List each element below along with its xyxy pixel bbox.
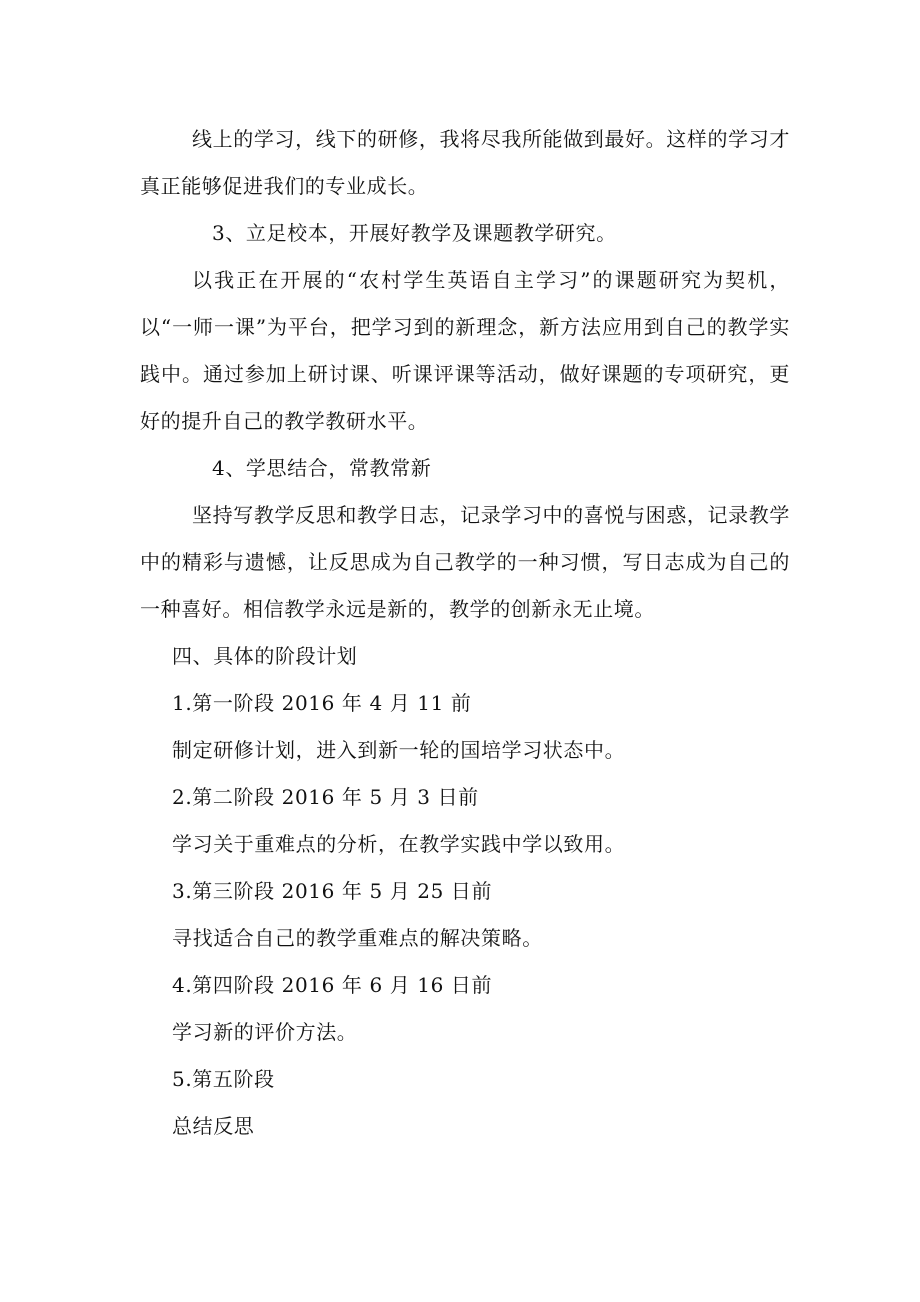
stage-3-description: 寻找适合自己的教学重难点的解决策略。	[172, 926, 543, 950]
stage-2-title: 2.第二阶段 2016 年 5 月 3 日前	[172, 785, 479, 809]
paragraph-research: 以我正在开展的“农村学生英语自主学习”的课题研究为契机，以“一师一课”为平台，把学习到的新理念，新方法应用到自己的教学实践中。通过参加上研讨课、听课评课等活动，做好课题的专项研究，更好的提升自己的教学教研水平。	[140, 268, 790, 433]
paragraph-reflection: 坚持写教学反思和教学日志，记录学习中的喜悦与困惑，记录教学中的精彩与遗憾，让反思成为自己教学的一种习惯，写日志成为自己的一种喜好。相信教学永远是新的，教学的创新永无止境。	[140, 503, 790, 621]
stage-1-title: 1.第一阶段 2016 年 4 月 11 前	[172, 691, 472, 715]
stage-1-description: 制定研修计划，进入到新一轮的国培学习状态中。	[172, 738, 626, 762]
stage-4-description: 学习新的评价方法。	[172, 1020, 358, 1044]
paragraph-online-learning: 线上的学习，线下的研修，我将尽我所能做到最好。这样的学习才真正能够促进我们的专业成长。	[140, 127, 790, 198]
section-heading-stage-plan: 四、具体的阶段计划	[172, 644, 358, 668]
heading-item-3: 3、立足校本，开展好教学及课题教学研究。	[212, 221, 617, 245]
document-body	[140, 116, 790, 1150]
stage-5-title: 5.第五阶段	[172, 1067, 275, 1091]
stage-5-description: 总结反思	[172, 1114, 255, 1138]
heading-item-4: 4、学思结合，常教常新	[212, 456, 432, 480]
stage-2-description: 学习关于重难点的分析，在教学实践中学以致用。	[172, 832, 626, 856]
stage-4-title: 4.第四阶段 2016 年 6 月 16 日前	[172, 973, 493, 997]
stage-3-title: 3.第三阶段 2016 年 5 月 25 日前	[172, 879, 493, 903]
